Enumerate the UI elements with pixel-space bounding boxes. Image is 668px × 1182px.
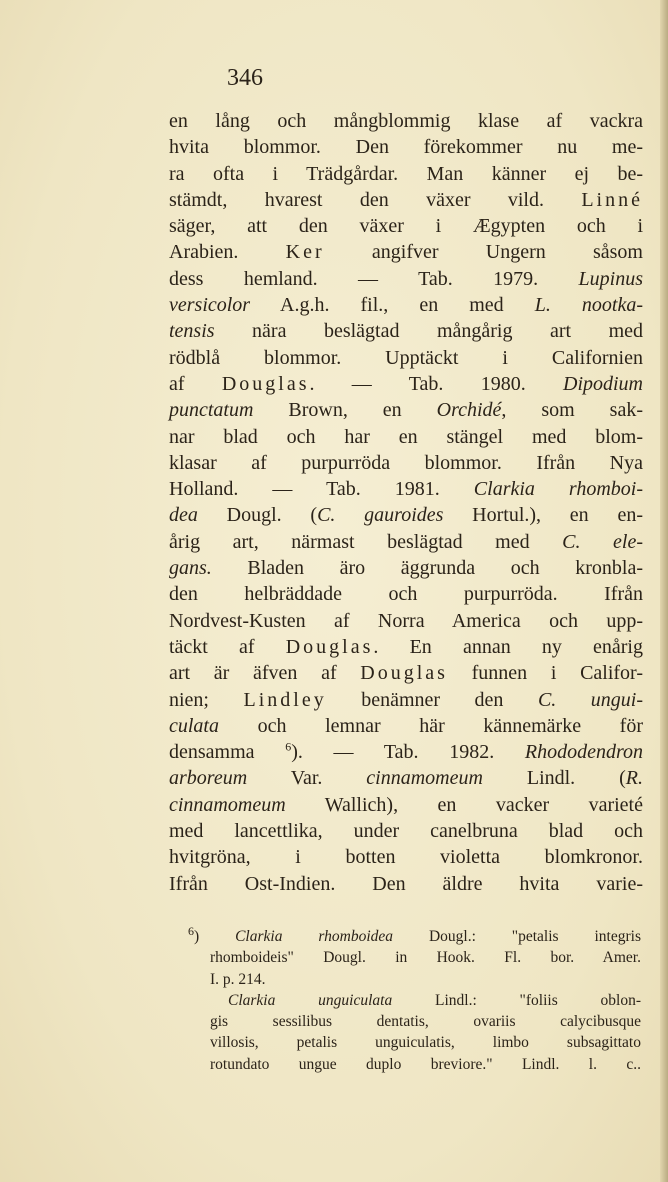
text-line: [169, 871, 643, 897]
text-segment: ). — Tab. 1982.: [291, 741, 525, 764]
text-segment: angifver Ungern såsom: [324, 241, 643, 264]
text-line: [169, 187, 643, 213]
text-line: [169, 450, 643, 476]
italic-text: cinnamomeum: [169, 793, 286, 816]
italic-text: Dipodium: [563, 372, 643, 395]
text-segment: nar blad och har en stängel med blom-: [169, 425, 643, 448]
text-line: [169, 424, 643, 450]
italic-text: L. nootka-: [534, 294, 643, 317]
text-segment: den helbräddade och purpurröda. Ifrån: [169, 583, 643, 606]
text-segment: Holland. — Tab. 1981.: [169, 478, 474, 501]
text-line: [169, 634, 643, 660]
text-segment: ra ofta i Trädgårdar. Man känner ej be-: [169, 162, 643, 185]
text-segment: Dougl. (: [197, 504, 318, 527]
text-segment: , som sak-: [501, 399, 643, 422]
footnote-line: [188, 1054, 641, 1075]
text-line: [169, 660, 643, 686]
italic-text: C. gauroides: [317, 504, 444, 527]
text-segment: Lindl. (: [482, 767, 626, 790]
text-segment: Var.: [247, 767, 367, 790]
spaced-name: Lindley: [243, 688, 327, 711]
text-segment: hvitgröna, i botten violetta blomkronor.: [169, 846, 643, 869]
text-segment: Wallich), en vacker varieté: [285, 793, 643, 816]
footnote-line: [188, 923, 641, 947]
text-line: [169, 818, 643, 844]
text-line: [169, 765, 643, 791]
text-segment: och lemnar här kännemärke för: [219, 714, 643, 737]
text-segment: en lång och mångblommig klase af vackra: [169, 110, 643, 132]
italic-text: Rhododendron: [524, 741, 644, 764]
text-segment: årig art, närmast beslägtad med: [169, 530, 563, 553]
text-line: [169, 397, 643, 423]
text-line: [169, 476, 643, 502]
text-line: [169, 529, 643, 555]
text-segment: klasar af purpurröda blommor. Ifrån Nya: [169, 451, 643, 474]
text-line: [169, 134, 643, 160]
text-line: [169, 581, 643, 607]
text-line: [169, 345, 643, 371]
text-line: [169, 371, 643, 397]
text-segment: dess hemland. — Tab. 1979.: [169, 267, 579, 290]
text-line: [169, 266, 643, 292]
text-segment: art är äfven af: [169, 662, 361, 685]
text-segment: ): [194, 928, 236, 945]
text-segment: villosis, petalis unguiculatis, limbo subsagittato: [210, 1034, 641, 1052]
text-line: [169, 844, 643, 870]
italic-text: Clarkia rhomboi-: [473, 478, 643, 501]
footnote-marker: 6: [188, 923, 194, 938]
italic-text: Lupinus: [578, 267, 643, 290]
text-line: [169, 555, 643, 581]
spaced-name: Linné: [581, 188, 643, 211]
text-segment: stämdt, hvarest den växer vild.: [169, 188, 582, 211]
footnote-line: [188, 947, 641, 968]
text-line: [169, 108, 643, 134]
spaced-name: Douglas: [221, 372, 310, 395]
italic-text: Clarkia rhomboidea: [235, 928, 394, 945]
text-segment: täckt af: [169, 635, 286, 658]
text-segment: med lancettlika, under canelbruna blad och: [169, 820, 643, 843]
italic-text: punctatum: [169, 399, 254, 422]
text-segment: Dougl.: "petalis integris: [393, 928, 641, 945]
text-segment: . — Tab. 1980.: [309, 372, 563, 395]
body-text: [169, 108, 643, 897]
text-line: [169, 213, 643, 239]
text-segment: Nordvest-Kusten af Norra America och upp-: [169, 609, 643, 632]
text-segment: rotundato ungue duplo breviore." Lindl. l. c..: [210, 1055, 641, 1073]
text-segment: Arabien.: [169, 241, 286, 264]
text-segment: A.g.h. fil., en med: [250, 294, 535, 317]
text-segment: rödblå blommor. Upptäckt i Californien: [169, 346, 643, 369]
italic-text: cinnamomeum: [366, 767, 483, 790]
footnote-marker: 6: [285, 739, 292, 754]
text-segment: nien;: [169, 688, 244, 711]
text-segment: rhomboideis" Dougl. in Hook. Fl. bor. Amer.: [210, 949, 641, 967]
footnotes: [188, 923, 641, 1075]
italic-text: dea: [169, 504, 198, 527]
text-segment: I. p. 214.: [210, 970, 266, 988]
text-line: [169, 292, 643, 318]
text-line: [169, 318, 643, 344]
spaced-name: Douglas: [360, 662, 448, 685]
page-edge-shadow: [660, 0, 668, 1182]
italic-text: C. ele-: [562, 530, 644, 553]
footnote-line: [188, 1011, 641, 1032]
text-segment: . En annan ny enårig: [373, 635, 643, 658]
spaced-name: Douglas: [285, 635, 374, 658]
footnote-line: [188, 1032, 641, 1053]
text-segment: Hortul.), en en-: [443, 504, 643, 527]
italic-text: culata: [169, 714, 219, 737]
text-segment: säger, att den växer i Ægypten och i: [169, 215, 643, 238]
text-segment: Brown, en: [253, 399, 437, 422]
text-segment: nära beslägtad mångårig art med: [214, 320, 643, 343]
text-segment: hvita blommor. Den förekommer nu me-: [169, 136, 643, 159]
italic-text: arboreum: [169, 767, 248, 790]
text-segment: Ifrån Ost-Indien. Den äldre hvita varie-: [169, 872, 643, 895]
footnote-line: [188, 969, 641, 990]
text-line: [169, 239, 643, 265]
italic-text: C. ungui-: [537, 688, 643, 711]
text-line: [169, 739, 643, 765]
text-line: [169, 792, 643, 818]
footnote-line: [188, 990, 641, 1011]
text-segment: densamma: [169, 741, 286, 764]
italic-text: Orchidé: [436, 399, 502, 422]
text-segment: gis sessilibus dentatis, ovariis calycibusque: [210, 1013, 641, 1031]
spaced-name: Ker: [285, 241, 325, 264]
text-line: [169, 502, 643, 528]
text-line: [169, 687, 643, 713]
italic-text: Clarkia unguiculata: [228, 991, 393, 1009]
italic-text: versicolor: [169, 294, 251, 317]
italic-text: R.: [625, 767, 643, 790]
page-number: 346: [227, 65, 263, 91]
text-segment: af: [169, 372, 222, 395]
text-line: [169, 161, 643, 187]
italic-text: gans.: [169, 557, 212, 580]
italic-text: tensis: [169, 320, 215, 343]
text-line: [169, 608, 643, 634]
text-line: [169, 713, 643, 739]
text-segment: benämner den: [326, 688, 538, 711]
text-segment: Bladen äro äggrunda och kronbla-: [211, 557, 643, 580]
text-segment: Lindl.: "foliis oblon-: [392, 991, 641, 1009]
text-segment: funnen i Califor-: [447, 662, 643, 685]
